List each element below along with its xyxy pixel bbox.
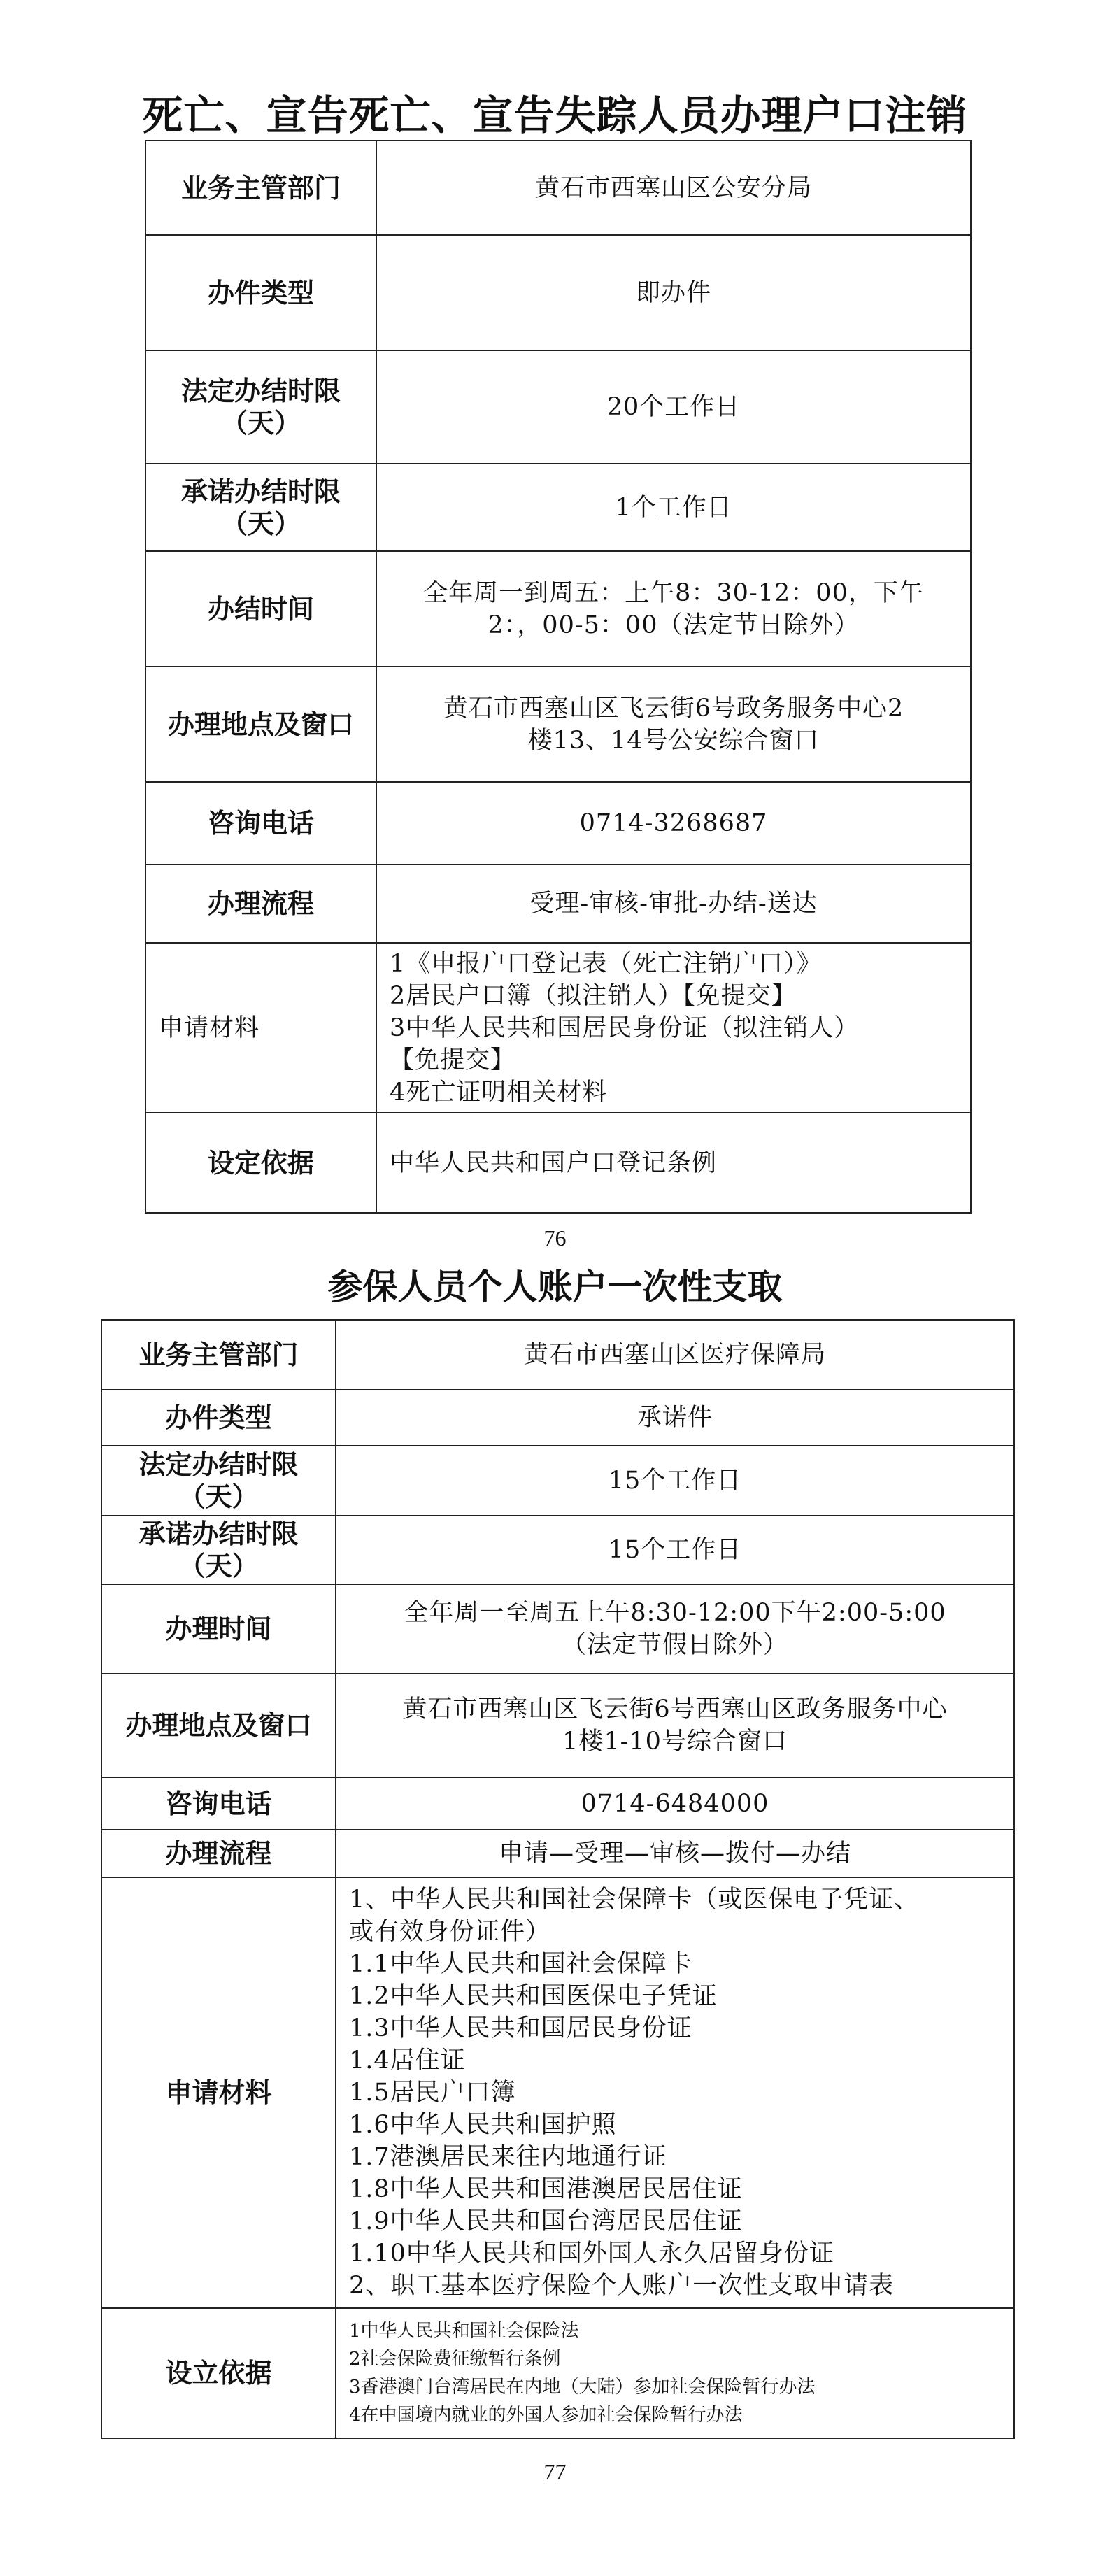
row-value: 黄石市西塞山区医疗保障局 bbox=[336, 1320, 1014, 1390]
table-row bbox=[145, 864, 971, 943]
row-label: 法定办结时限 （天） bbox=[101, 1446, 336, 1516]
section2-table bbox=[101, 1319, 1015, 2439]
row-label: 设立依据 bbox=[101, 2308, 336, 2438]
row-value: 即办件 bbox=[376, 235, 971, 350]
row-label: 承诺办结时限 （天） bbox=[145, 464, 376, 551]
row-value: 1、中华人民共和国社会保障卡（或医保电子凭证、 或有效身份证件） 1.1中华人民共和国社会保障卡 1.2中华人民共和国医保电子凭证 1.3中华人民共和国居民身份证 1.4居住证 1.5居民户口簿 1.6中华人民共和国护照 1.7港澳居民来往内地通行证 1.8中华人民共和国港澳居民居住证 1.9中华人民共和国台湾居民居住证 1.10中华人民共和国外国人永久居留身份证 2、职工基本医疗保险个人账户一次性支取申请表 bbox=[336, 1877, 1014, 2308]
table-row bbox=[101, 1777, 1014, 1830]
row-value: 申请—受理—审核—拨付—办结 bbox=[336, 1830, 1014, 1877]
row-value: 中华人民共和国户口登记条例 bbox=[376, 1113, 971, 1213]
row-label: 承诺办结时限 （天） bbox=[101, 1516, 336, 1584]
row-label: 办理时间 bbox=[101, 1584, 336, 1674]
row-label: 业务主管部门 bbox=[145, 141, 376, 235]
row-value: 黄石市西塞山区公安分局 bbox=[376, 141, 971, 235]
table-row bbox=[145, 782, 971, 864]
row-label: 咨询电话 bbox=[145, 782, 376, 864]
table-row bbox=[101, 1584, 1014, 1674]
table-row bbox=[101, 1390, 1014, 1446]
table-row bbox=[101, 1674, 1014, 1777]
row-value: 黄石市西塞山区飞云街6号西塞山区政务服务中心 1楼1-10号综合窗口 bbox=[336, 1674, 1014, 1777]
row-value: 20个工作日 bbox=[376, 350, 971, 464]
row-label: 设定依据 bbox=[145, 1113, 376, 1213]
row-value: 1中华人民共和国社会保险法 2社会保险费征缴暂行条例 3香港澳门台湾居民在内地（大陆）参加社会保险暂行办法 4在中国境内就业的外国人参加社会保险暂行办法 bbox=[336, 2308, 1014, 2438]
table-row bbox=[145, 667, 971, 782]
table-row bbox=[101, 1877, 1014, 2308]
row-value: 1个工作日 bbox=[376, 464, 971, 551]
section1-table bbox=[145, 140, 972, 1214]
row-label: 办件类型 bbox=[101, 1390, 336, 1446]
table-row bbox=[145, 551, 971, 667]
row-value: 全年周一到周五：上午8：30-12：00，下午 2：，00-5：00（法定节日除外） bbox=[376, 551, 971, 667]
row-label: 申请材料 bbox=[101, 1877, 336, 2308]
row-label: 办理地点及窗口 bbox=[101, 1674, 336, 1777]
row-label: 办结时间 bbox=[145, 551, 376, 667]
row-value: 承诺件 bbox=[336, 1390, 1014, 1446]
row-value: 黄石市西塞山区飞云街6号政务服务中心2 楼13、14号公安综合窗口 bbox=[376, 667, 971, 782]
table-row bbox=[101, 1516, 1014, 1584]
row-value: 受理-审核-审批-办结-送达 bbox=[376, 864, 971, 943]
row-value: 0714-6484000 bbox=[336, 1777, 1014, 1830]
table-row bbox=[145, 141, 971, 235]
row-label: 申请材料 bbox=[145, 943, 376, 1113]
table-row bbox=[145, 943, 971, 1113]
row-value: 15个工作日 bbox=[336, 1446, 1014, 1516]
row-label: 咨询电话 bbox=[101, 1777, 336, 1830]
table-row bbox=[145, 464, 971, 551]
table-row bbox=[101, 1830, 1014, 1877]
table-row bbox=[101, 1446, 1014, 1516]
row-value: 全年周一至周五上午8:30-12:00下午2:00-5:00 （法定节假日除外） bbox=[336, 1584, 1014, 1674]
page-number: 76 bbox=[543, 1225, 567, 1251]
section2-title: 参保人员个人账户一次性支取 bbox=[327, 1267, 783, 1307]
row-value: 15个工作日 bbox=[336, 1516, 1014, 1584]
row-label: 办理流程 bbox=[145, 864, 376, 943]
row-value: 1《申报户口登记表（死亡注销户口）》 2居民户口簿（拟注销人）【免提交】 3中华人民共和国居民身份证（拟注销人） 【免提交】 4死亡证明相关材料 bbox=[376, 943, 971, 1113]
table-row bbox=[101, 2308, 1014, 2438]
table-row bbox=[145, 235, 971, 350]
table-row bbox=[145, 350, 971, 464]
table-row bbox=[101, 1320, 1014, 1390]
table-row bbox=[145, 1113, 971, 1213]
row-label: 办理地点及窗口 bbox=[145, 667, 376, 782]
row-value: 0714-3268687 bbox=[376, 782, 971, 864]
row-label: 法定办结时限 （天） bbox=[145, 350, 376, 464]
row-label: 业务主管部门 bbox=[101, 1320, 336, 1390]
section1-title: 死亡、宣告死亡、宣告失踪人员办理户口注销 bbox=[142, 92, 968, 139]
row-label: 办件类型 bbox=[145, 235, 376, 350]
page-number: 77 bbox=[543, 2459, 567, 2484]
row-label: 办理流程 bbox=[101, 1830, 336, 1877]
